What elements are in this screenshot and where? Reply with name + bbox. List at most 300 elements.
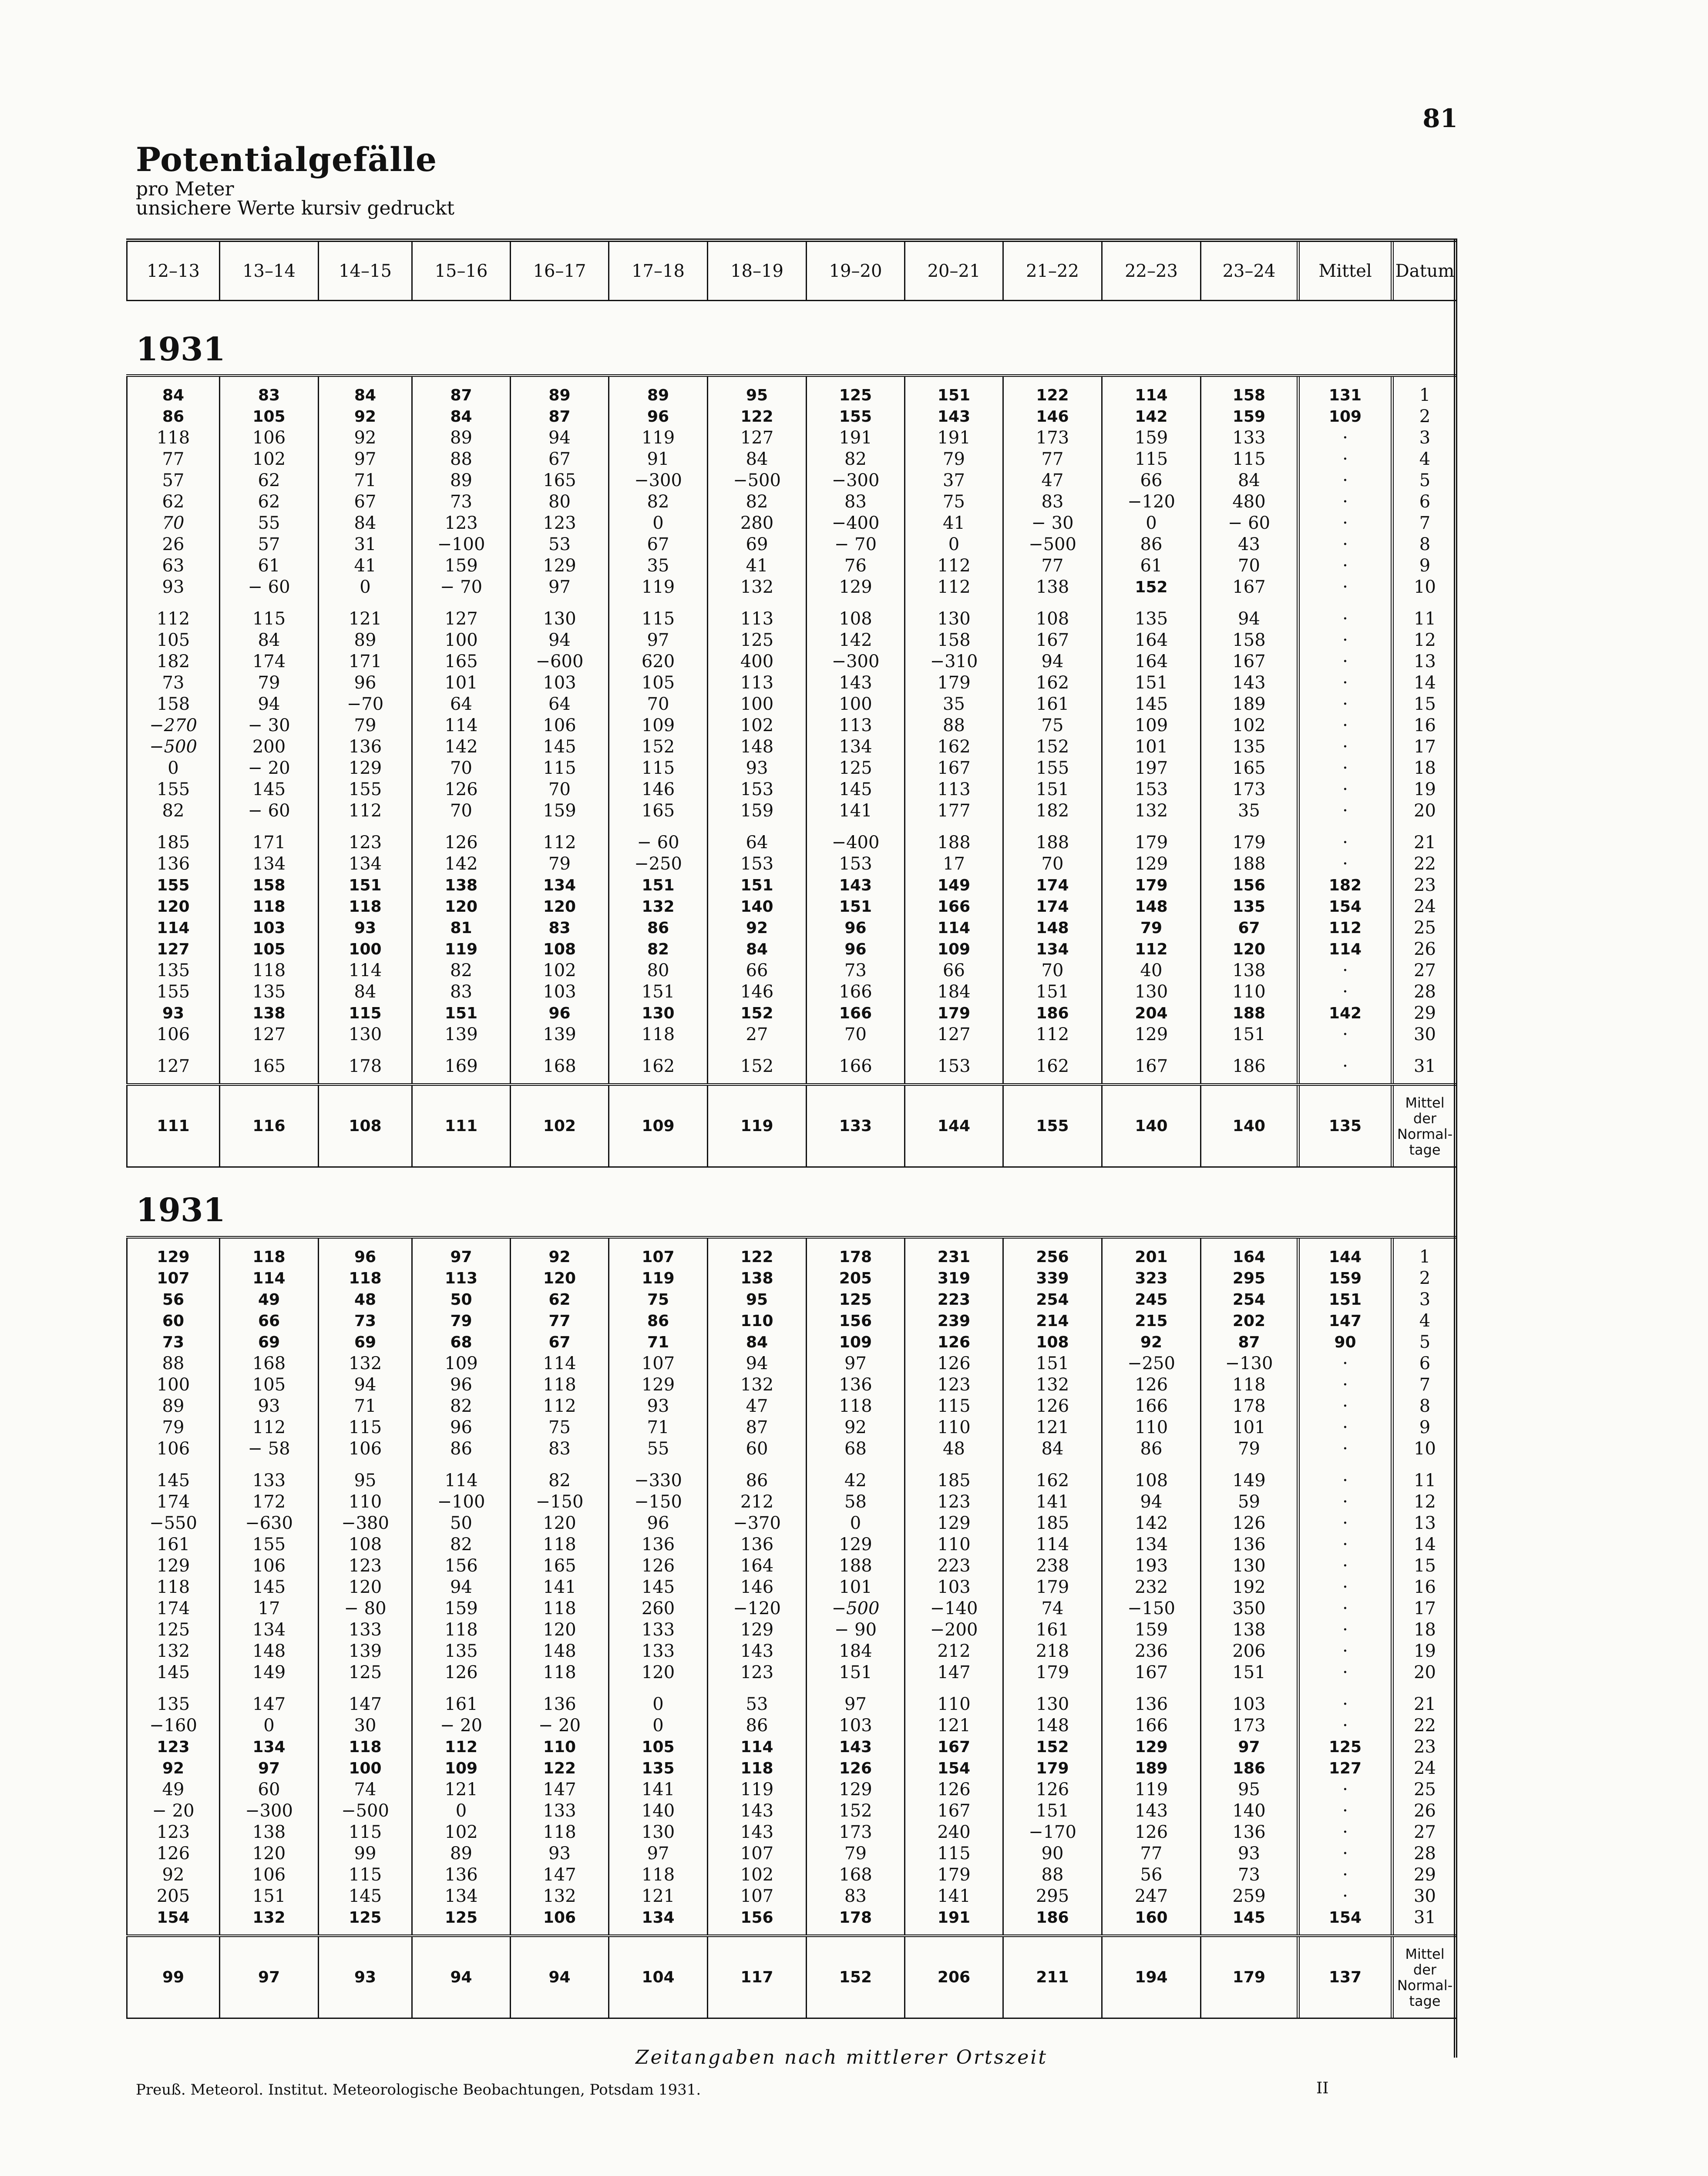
value-cell: 138 — [1232, 960, 1266, 981]
value-cell: 151 — [642, 876, 675, 894]
value-cell: 133 — [1232, 428, 1266, 448]
value-cell: 109 — [839, 1333, 872, 1351]
value-cell: 247 — [1134, 1886, 1168, 1906]
value-cell: 169 — [444, 1056, 478, 1076]
value-cell: 132 — [348, 1353, 382, 1373]
value-cell: 35 — [943, 694, 965, 714]
group-spacer — [905, 822, 1002, 832]
value-cell: 62 — [162, 492, 185, 512]
value-cell: 101 — [1134, 737, 1168, 757]
date-cell: 16 — [1414, 715, 1436, 735]
value-cell: 49 — [162, 1780, 185, 1800]
value-cell: −600 — [535, 651, 584, 672]
value-cell: 122 — [740, 1248, 773, 1266]
date-cell: 18 — [1414, 1620, 1436, 1640]
value-cell: 82 — [162, 801, 185, 821]
value-cell: 212 — [740, 1492, 774, 1512]
value-cell: 77 — [162, 449, 185, 469]
group-spacer — [1300, 598, 1391, 608]
value-cell: 113 — [444, 1269, 478, 1287]
value-cell: 96 — [647, 408, 669, 426]
date-cell: 7 — [1419, 1375, 1431, 1395]
value-cell: 114 — [937, 919, 971, 937]
value-cell: 140 — [1232, 1801, 1266, 1821]
date-cell: 21 — [1414, 833, 1436, 853]
value-cell: · — [1342, 758, 1348, 778]
value-cell: 143 — [839, 876, 872, 894]
value-cell: 125 — [839, 1291, 872, 1309]
value-cell: 66 — [1140, 470, 1163, 490]
value-cell: 55 — [647, 1439, 669, 1459]
section-2-table — [126, 1236, 1457, 2019]
value-cell: 107 — [157, 1269, 190, 1287]
value-cell: 127 — [156, 1056, 190, 1076]
value-cell: 155 — [156, 982, 190, 1002]
value-cell: 245 — [1135, 1291, 1168, 1309]
value-cell: 69 — [746, 534, 768, 554]
value-cell: · — [1342, 1598, 1348, 1619]
value-cell: 119 — [740, 1780, 774, 1800]
value-cell: · — [1342, 577, 1348, 597]
value-cell: 172 — [252, 1492, 286, 1512]
value-cell: 123 — [157, 1738, 190, 1756]
mean-label-line: der — [1413, 1961, 1437, 1978]
value-cell: 158 — [1232, 386, 1266, 404]
value-cell: 106 — [252, 428, 286, 448]
data-column-5 — [511, 1239, 609, 1934]
value-cell: 168 — [839, 1865, 872, 1885]
value-cell: 100 — [349, 940, 382, 958]
value-cell: 151 — [740, 876, 773, 894]
date-cell: 12 — [1414, 1492, 1436, 1512]
value-cell: 193 — [1134, 1556, 1168, 1576]
value-cell: 119 — [642, 1269, 675, 1287]
value-cell: 112 — [937, 577, 971, 597]
value-cell: 126 — [444, 1662, 478, 1682]
value-cell: 129 — [1135, 1738, 1168, 1756]
value-cell: 178 — [1232, 1396, 1266, 1416]
value-cell: 112 — [1135, 940, 1168, 958]
value-cell: 118 — [641, 1865, 675, 1885]
value-cell: 158 — [252, 876, 286, 894]
value-cell: −550 — [149, 1513, 197, 1533]
value-cell: 115 — [543, 758, 576, 778]
value-cell: 87 — [1238, 1333, 1260, 1351]
value-cell: 53 — [746, 1694, 768, 1714]
value-cell: 135 — [1134, 609, 1168, 629]
value-cell: 205 — [156, 1886, 190, 1906]
group-spacer — [1300, 1460, 1391, 1470]
value-cell: 166 — [937, 898, 971, 916]
value-cell: 79 — [258, 673, 280, 693]
value-cell: 145 — [348, 1886, 382, 1906]
value-cell: 136 — [740, 1535, 774, 1555]
group-spacer — [319, 1683, 411, 1694]
value-cell: 135 — [1232, 737, 1266, 757]
value-cell: 146 — [1036, 408, 1069, 426]
value-cell: 87 — [746, 1417, 768, 1437]
value-cell: 132 — [740, 577, 774, 597]
value-cell: 166 — [1134, 1396, 1168, 1416]
value-cell: 112 — [937, 556, 971, 576]
value-cell: 96 — [450, 1375, 472, 1395]
group-spacer — [413, 1683, 510, 1694]
mean-value-cell: 109 — [609, 1086, 708, 1166]
value-cell: 127 — [1328, 1760, 1362, 1777]
value-cell: 148 — [740, 737, 774, 757]
value-cell: 43 — [1238, 534, 1260, 554]
value-cell: 79 — [1140, 919, 1163, 937]
value-cell: 132 — [740, 1375, 774, 1395]
value-cell: 0 — [263, 1716, 275, 1736]
value-cell: 94 — [1140, 1492, 1163, 1512]
data-column-8 — [807, 1239, 905, 1934]
value-cell: 17 — [943, 854, 965, 874]
value-cell: 0 — [850, 1513, 861, 1533]
table-header — [126, 238, 1457, 301]
group-spacer — [1201, 1045, 1297, 1056]
value-cell: · — [1342, 1620, 1348, 1640]
value-cell: 118 — [252, 1248, 286, 1266]
value-cell: 143 — [740, 1822, 774, 1842]
value-cell: 151 — [937, 386, 971, 404]
value-cell: 59 — [1238, 1492, 1260, 1512]
group-spacer — [807, 1683, 904, 1694]
value-cell: 126 — [444, 779, 478, 799]
value-cell: · — [1342, 1353, 1348, 1373]
value-cell: 130 — [642, 1004, 675, 1022]
value-cell: 148 — [1036, 1716, 1069, 1736]
value-cell: 95 — [1238, 1780, 1260, 1800]
value-cell: 114 — [1328, 940, 1362, 958]
value-cell: 75 — [548, 1417, 571, 1437]
value-cell: 79 — [943, 449, 965, 469]
value-cell: 90 — [1334, 1333, 1356, 1351]
value-cell: 138 — [1036, 577, 1069, 597]
value-cell: 115 — [349, 1004, 382, 1022]
value-cell: − 60 — [637, 833, 679, 853]
value-cell: 156 — [839, 1312, 872, 1330]
group-spacer — [609, 822, 707, 832]
value-cell: 93 — [354, 919, 377, 937]
value-cell: −270 — [149, 715, 197, 735]
value-cell: 88 — [450, 449, 472, 469]
value-cell: 109 — [444, 1760, 478, 1777]
value-cell: 126 — [1134, 1375, 1168, 1395]
value-cell: 161 — [444, 1694, 478, 1714]
mean-value-cell: 152 — [807, 1937, 905, 2018]
value-cell: 151 — [349, 876, 382, 894]
section-1-year: 1931 — [136, 331, 225, 368]
value-cell: 67 — [1238, 919, 1260, 937]
value-cell: 57 — [162, 470, 185, 490]
value-cell: 400 — [740, 651, 774, 672]
value-cell: 84 — [1238, 470, 1260, 490]
value-cell: 66 — [746, 960, 768, 981]
value-cell: 70 — [162, 513, 185, 533]
value-cell: 110 — [1134, 1417, 1168, 1437]
value-cell: −250 — [1127, 1353, 1175, 1373]
value-cell: 118 — [641, 1024, 675, 1044]
column-header-4: 15–16 — [413, 242, 511, 300]
value-cell: −170 — [1029, 1822, 1076, 1842]
value-cell: 70 — [647, 694, 669, 714]
value-cell: 133 — [252, 1471, 286, 1491]
value-cell: 94 — [450, 1577, 472, 1597]
value-cell: 125 — [740, 630, 774, 650]
value-cell: 129 — [156, 1556, 190, 1576]
date-cell: 18 — [1414, 758, 1436, 778]
value-cell: 185 — [156, 833, 190, 853]
value-cell: 96 — [450, 1417, 472, 1437]
value-cell: 70 — [1041, 854, 1064, 874]
value-cell: 114 — [348, 960, 382, 981]
value-cell: 153 — [740, 854, 774, 874]
column-header-8: 19–20 — [807, 242, 905, 300]
value-cell: 60 — [258, 1780, 280, 1800]
value-cell: 126 — [444, 833, 478, 853]
group-spacer — [413, 1460, 510, 1470]
value-cell: 232 — [1134, 1577, 1168, 1597]
mean-value-cell: 206 — [905, 1937, 1004, 2018]
data-column-4 — [413, 377, 511, 1083]
date-cell: 27 — [1414, 960, 1436, 981]
mean-value-cell: 155 — [1004, 1086, 1103, 1166]
value-cell: 280 — [740, 513, 774, 533]
date-cell: 2 — [1419, 1268, 1431, 1288]
value-cell: 480 — [1232, 492, 1266, 512]
date-cell: 17 — [1414, 1598, 1436, 1619]
group-spacer — [708, 822, 806, 832]
group-spacer — [511, 822, 608, 832]
value-cell: 92 — [354, 408, 377, 426]
value-cell: 118 — [444, 1620, 478, 1640]
value-cell: 97 — [647, 630, 669, 650]
group-spacer — [708, 598, 806, 608]
value-cell: 103 — [937, 1577, 971, 1597]
date-cell: 16 — [1414, 1577, 1436, 1597]
value-cell: 120 — [641, 1662, 675, 1682]
value-cell: 41 — [943, 513, 965, 533]
mean-label — [1394, 1086, 1457, 1166]
data-column-11 — [1103, 377, 1201, 1083]
data-column-10 — [1004, 377, 1103, 1083]
value-cell: 88 — [162, 1353, 185, 1373]
value-cell: 114 — [1036, 1535, 1069, 1555]
value-cell: 143 — [839, 1738, 872, 1756]
value-cell: 67 — [647, 534, 669, 554]
value-cell: 152 — [1036, 1738, 1069, 1756]
value-cell: 30 — [354, 1716, 377, 1736]
value-cell: 86 — [746, 1716, 768, 1736]
value-cell: 109 — [1134, 715, 1168, 735]
value-cell: 67 — [548, 449, 571, 469]
value-cell: · — [1342, 715, 1348, 735]
value-cell: 138 — [740, 1269, 773, 1287]
mean-value-cell: 116 — [220, 1086, 319, 1166]
group-spacer — [807, 598, 904, 608]
value-cell: 127 — [740, 428, 774, 448]
value-cell: 171 — [252, 833, 286, 853]
group-spacer — [1004, 822, 1101, 832]
value-cell: 71 — [354, 1396, 377, 1416]
value-cell: 77 — [548, 1312, 571, 1330]
date-cell: 9 — [1419, 1417, 1431, 1437]
column-header-9: 20–21 — [905, 242, 1004, 300]
value-cell: 120 — [543, 1269, 576, 1287]
value-cell: 83 — [548, 1439, 571, 1459]
date-cell: 28 — [1414, 1844, 1436, 1864]
value-cell: 166 — [839, 1004, 872, 1022]
value-cell: 147 — [252, 1694, 286, 1714]
value-cell: −300 — [831, 470, 880, 490]
value-cell: −400 — [831, 513, 880, 533]
value-cell: 93 — [162, 1004, 185, 1022]
group-spacer — [413, 1045, 510, 1056]
value-cell: 48 — [354, 1291, 377, 1309]
value-cell: 110 — [1232, 982, 1266, 1002]
value-cell: − 70 — [834, 534, 877, 554]
value-cell: 136 — [1232, 1535, 1266, 1555]
value-cell: 134 — [348, 854, 382, 874]
value-cell: 129 — [641, 1375, 675, 1395]
value-cell: 118 — [252, 960, 286, 981]
value-cell: 115 — [1134, 449, 1168, 469]
value-cell: 92 — [1140, 1333, 1163, 1351]
value-cell: · — [1342, 556, 1348, 576]
value-cell: 105 — [642, 1738, 675, 1756]
value-cell: 145 — [252, 779, 286, 799]
value-cell: 121 — [348, 609, 382, 629]
value-cell: 96 — [548, 1004, 571, 1022]
value-cell: 138 — [252, 1004, 286, 1022]
value-cell: 206 — [1232, 1641, 1266, 1661]
value-cell: 100 — [839, 694, 872, 714]
value-cell: 239 — [937, 1312, 971, 1330]
group-spacer — [1300, 1683, 1391, 1694]
value-cell: 179 — [1036, 1760, 1069, 1777]
date-cell: 11 — [1414, 1471, 1436, 1491]
mean-value-cell: 117 — [708, 1937, 807, 2018]
value-cell: 156 — [740, 1909, 773, 1927]
value-cell: 165 — [252, 1056, 286, 1076]
value-cell: · — [1342, 449, 1348, 469]
value-cell: 94 — [746, 1353, 768, 1373]
date-cell: 9 — [1419, 556, 1431, 576]
data-column-12 — [1201, 1239, 1300, 1934]
value-cell: 94 — [1238, 609, 1260, 629]
value-cell: 100 — [156, 1375, 190, 1395]
value-cell: 84 — [746, 1333, 768, 1351]
value-cell: 70 — [1238, 556, 1260, 576]
value-cell: 151 — [1036, 779, 1069, 799]
value-cell: 103 — [839, 1716, 872, 1736]
data-column-5 — [511, 377, 609, 1083]
value-cell: − 20 — [538, 1716, 581, 1736]
value-cell: 86 — [746, 1471, 768, 1491]
subtitle-unit: pro Meter — [136, 178, 234, 200]
value-cell: 114 — [157, 919, 190, 937]
value-cell: −310 — [930, 651, 978, 672]
value-cell: 121 — [937, 1716, 971, 1736]
value-cell: 110 — [937, 1694, 971, 1714]
date-cell: 26 — [1414, 1801, 1436, 1821]
value-cell: − 60 — [1227, 513, 1271, 533]
value-cell: 41 — [354, 556, 377, 576]
value-cell: 145 — [839, 779, 872, 799]
value-cell: 125 — [349, 1909, 382, 1927]
value-cell: 155 — [839, 408, 872, 426]
value-cell: 155 — [157, 876, 190, 894]
date-cell: 5 — [1419, 470, 1431, 490]
value-cell: 112 — [444, 1738, 478, 1756]
date-cell: 25 — [1414, 1780, 1436, 1800]
value-cell: 120 — [157, 898, 190, 916]
value-cell: 240 — [937, 1822, 971, 1842]
value-cell: 92 — [844, 1417, 867, 1437]
value-cell: 132 — [1036, 1375, 1069, 1395]
value-cell: 64 — [548, 694, 571, 714]
value-cell: 61 — [1140, 556, 1163, 576]
value-cell: · — [1342, 1417, 1348, 1437]
value-cell: 259 — [1232, 1886, 1266, 1906]
value-cell: −160 — [149, 1716, 197, 1736]
value-cell: 70 — [548, 779, 571, 799]
data-column-8 — [807, 377, 905, 1083]
value-cell: 109 — [1328, 408, 1362, 426]
value-cell: · — [1342, 833, 1348, 853]
value-cell: 151 — [839, 898, 872, 916]
value-cell: 125 — [839, 758, 872, 778]
value-cell: −130 — [1225, 1353, 1273, 1373]
value-cell: 82 — [450, 960, 472, 981]
group-spacer — [220, 822, 318, 832]
value-cell: 188 — [937, 833, 971, 853]
value-cell: 62 — [258, 492, 280, 512]
value-cell: 102 — [1232, 715, 1266, 735]
value-cell: 96 — [844, 919, 867, 937]
value-cell: − 20 — [440, 1716, 483, 1736]
value-cell: 166 — [839, 982, 872, 1002]
data-column-10 — [1004, 1239, 1103, 1934]
value-cell: 102 — [444, 1822, 478, 1842]
value-cell: 113 — [740, 609, 774, 629]
value-cell: 94 — [1041, 651, 1064, 672]
value-cell: 101 — [444, 673, 478, 693]
value-cell: · — [1342, 1396, 1348, 1416]
value-cell: 148 — [1135, 898, 1168, 916]
value-cell: 89 — [548, 386, 571, 404]
value-cell: · — [1342, 1865, 1348, 1885]
value-cell: 120 — [543, 1620, 576, 1640]
value-cell: · — [1342, 1780, 1348, 1800]
value-cell: · — [1342, 982, 1348, 1002]
section-1-table — [126, 374, 1457, 1168]
value-cell: 115 — [937, 1396, 971, 1416]
date-cell: 7 — [1419, 513, 1431, 533]
value-cell: 82 — [450, 1396, 472, 1416]
value-cell: 73 — [354, 1312, 377, 1330]
value-cell: 161 — [1036, 1620, 1069, 1640]
section-2-year: 1931 — [136, 1192, 225, 1229]
group-spacer — [1394, 1045, 1456, 1056]
value-cell: 71 — [354, 470, 377, 490]
mean-row — [126, 1934, 1457, 2019]
value-cell: 141 — [641, 1780, 675, 1800]
value-cell: 165 — [543, 470, 576, 490]
value-cell: 159 — [1328, 1269, 1362, 1287]
group-spacer — [319, 1045, 411, 1056]
